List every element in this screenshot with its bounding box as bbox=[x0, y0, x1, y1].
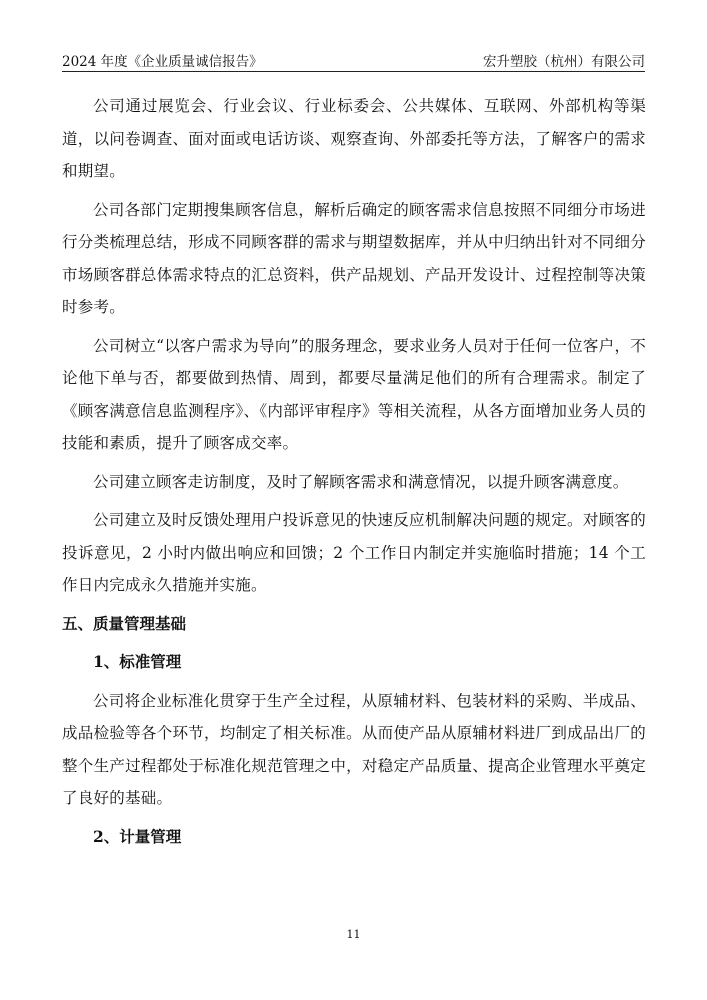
paragraph-service-concept: 公司树立“以客户需求为导向”的服务理念，要求业务人员对于任何一位客户，不论他下单与否，都要做到热情、周到，都要尽量满足他们的所有合理需求。制定了《顾客满意信息监测程序》、《内部评审程序》等相关流程，从各方面增加业务人员的技能和素质，提升了顾客成交率。 bbox=[62, 336, 646, 452]
company-name: 宏升塑胶（杭州）有限公司 bbox=[483, 54, 645, 70]
header-rule bbox=[62, 71, 645, 72]
paragraph-standards: 公司将企业标准化贯穿于生产全过程，从原辅材料、包装材料的采购、半成品、成品检验等各个环节，均制定了相关标准。从而使产品从原辅材料进厂到成品出厂的整个生产过程都处于标准化规范管理之中，对稳定产品质量、提高企业管理水平奠定了良好的基础。 bbox=[62, 691, 646, 807]
paragraph-complaint-handling: 公司建立及时反馈处理用户投诉意见的快速反应机制解决问题的规定。对顾客的投诉意见，2 小时内做出响应和回馈；2 个工作日内制定并实施临时措施；14 个工作日内完成永久措施并实施。 bbox=[62, 511, 646, 594]
subsection-heading-metrology: 2、计量管理 bbox=[93, 826, 182, 846]
page-number: 11 bbox=[346, 928, 361, 941]
page-header bbox=[62, 50, 645, 70]
paragraph-visit-system: 公司建立顾客走访制度，及时了解顾客需求和满意情况，以提升顾客满意度。 bbox=[93, 472, 629, 491]
paragraph-customer-channels: 公司通过展览会、行业会议、行业标委会、公共媒体、互联网、外部机构等渠道，以问卷调查、面对面或电话访谈、观察查询、外部委托等方法，了解客户的需求和期望。 bbox=[62, 97, 646, 180]
subsection-heading-standards: 1、标准管理 bbox=[93, 652, 182, 671]
paragraph-customer-info: 公司各部门定期搜集顾客信息，解析后确定的顾客需求信息按照不同细分市场进行分类梳理总结，形成不同顾客群的需求与期望数据库，并从中归纳出针对不同细分市场顾客群总体需求特点的汇总资料，供产品规划、产品开发设计、过程控制等决策时参考。 bbox=[62, 200, 646, 316]
document-body bbox=[62, 90, 646, 859]
section-heading: 五、质量管理基础 bbox=[62, 613, 187, 633]
report-title: 2024 年度《企业质量诚信报告》 bbox=[62, 54, 263, 70]
